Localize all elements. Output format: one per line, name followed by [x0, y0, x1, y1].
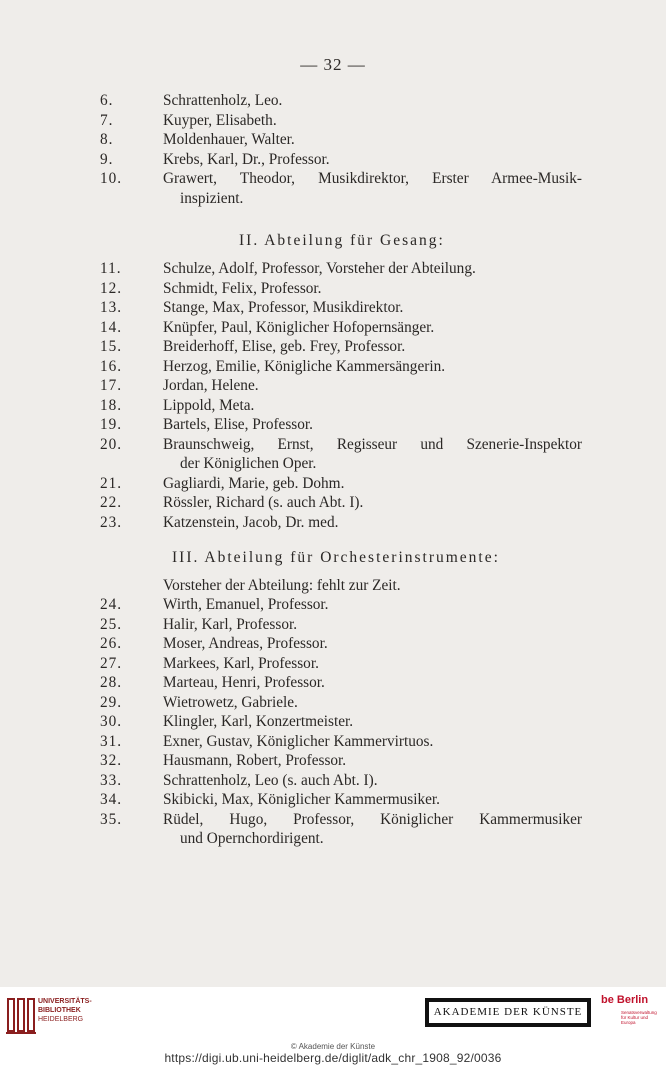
berlin-logo-text: be Berlin — [601, 994, 649, 1006]
entry-number: 33. — [100, 771, 123, 789]
entry-number: 31. — [100, 732, 123, 750]
entry-number: 10. — [100, 170, 123, 187]
page-number: — 32 — — [300, 55, 366, 74]
list-item — [0, 771, 666, 791]
section-heading-orchester: III. Abteilung für Orchesterinstrumente: — [172, 549, 500, 566]
entry-number: 27. — [100, 654, 123, 672]
berlin-sub-line-2: für Kultur und Europa — [621, 1015, 649, 1025]
entry-number: 35. — [100, 810, 123, 828]
entry-text: Gagliardi, Marie, geb. Dohm. — [163, 474, 345, 492]
list-item — [0, 751, 666, 771]
entry-number: 7. — [100, 111, 114, 129]
list-item — [0, 357, 666, 377]
entry-number: 28. — [100, 674, 123, 691]
copyright-notice: © Akademie der Künste — [290, 1042, 376, 1051]
list-item — [0, 615, 666, 635]
list-item — [0, 693, 666, 713]
entry-text: Exner, Gustav, Königlicher Kammervirtuos. — [163, 732, 434, 750]
entry-text: Marteau, Henri, Professor. — [163, 674, 325, 691]
section-intro — [0, 576, 666, 596]
list-item — [0, 318, 666, 338]
akademie-logo-label: AKADEMIE DER KÜNSTE — [428, 1001, 588, 1024]
logo-line-3: HEIDELBERG — [38, 1016, 84, 1023]
entry-number: 32. — [100, 752, 123, 769]
list-item — [0, 513, 666, 533]
list-item-continuation — [0, 189, 666, 209]
entry-text: Skibicki, Max, Königlicher Kammermusiker. — [163, 791, 440, 808]
entry-number: 9. — [100, 150, 114, 168]
entry-number: 29. — [100, 693, 123, 711]
list-item — [0, 169, 666, 189]
entry-text: Schrattenholz, Leo (s. auch Abt. I). — [163, 771, 378, 789]
list-item — [0, 91, 666, 111]
entry-number: 16. — [100, 357, 123, 375]
list-item — [0, 298, 666, 318]
entry-text: Moldenhauer, Walter. — [163, 131, 295, 148]
list-item — [0, 415, 666, 435]
list-item — [0, 435, 666, 455]
entry-text: Breiderhoff, Elise, geb. Frey, Professor. — [163, 338, 406, 355]
entry-text: Stange, Max, Professor, Musikdirektor. — [163, 299, 404, 316]
section-heading-gesang: II. Abteilung für Gesang: — [239, 232, 445, 249]
entry-number: 11. — [100, 260, 122, 277]
list-item — [0, 732, 666, 752]
list-item-continuation — [0, 454, 666, 474]
entry-number: 14. — [100, 318, 123, 336]
entry-continuation: inspizient. — [180, 189, 244, 207]
entry-text: Schulze, Adolf, Professor, Vorsteher der Abteilung. — [163, 260, 476, 277]
entry-text: Wirth, Emanuel, Professor. — [163, 596, 329, 613]
entry-text: Bartels, Elise, Professor. — [163, 416, 313, 433]
entry-text: Katzenstein, Jacob, Dr. med. — [163, 513, 339, 531]
entry-text: Braunschweig, Ernst, Regisseur und Szenerie-Inspektor — [163, 435, 582, 453]
list-item — [0, 396, 666, 416]
list-item — [0, 150, 666, 170]
section-intro-text: Vorsteher der Abteilung: fehlt zur Zeit. — [163, 577, 401, 594]
entry-number: 23. — [100, 513, 123, 531]
entry-number: 13. — [100, 299, 123, 316]
entry-text: Wietrowetz, Gabriele. — [163, 693, 298, 711]
entry-number: 15. — [100, 338, 123, 355]
entry-number: 25. — [100, 615, 123, 633]
list-item — [0, 474, 666, 494]
list-item — [0, 279, 666, 299]
list-item — [0, 259, 666, 279]
entry-text: Klingler, Karl, Konzertmeister. — [163, 713, 354, 730]
berlin-senate-logo[interactable] — [601, 994, 659, 1030]
logo-line-2: BIBLIOTHEK — [38, 1007, 81, 1014]
entry-number: 34. — [100, 791, 123, 808]
entry-number: 12. — [100, 279, 123, 297]
entry-number: 6. — [100, 92, 114, 109]
entry-text: Rüdel, Hugo, Professor, Königlicher Kammermusiker — [163, 810, 582, 828]
entry-number: 18. — [100, 396, 123, 414]
entry-number: 22. — [100, 494, 123, 511]
list-item — [0, 493, 666, 513]
list-item — [0, 111, 666, 131]
list-item — [0, 790, 666, 810]
list-item — [0, 673, 666, 693]
entry-text: Rössler, Richard (s. auch Abt. I). — [163, 494, 364, 511]
entry-text: Jordan, Helene. — [163, 377, 259, 394]
list-item-continuation — [0, 829, 666, 849]
entry-text: Hausmann, Robert, Professor. — [163, 752, 347, 769]
entry-text: Schrattenholz, Leo. — [163, 92, 283, 109]
entry-text: Moser, Andreas, Professor. — [163, 635, 328, 652]
list-item — [0, 376, 666, 396]
entry-number: 20. — [100, 435, 123, 453]
list-item — [0, 810, 666, 830]
entry-text: Kuyper, Elisabeth. — [163, 111, 277, 129]
entry-number: 26. — [100, 635, 123, 652]
entry-text: Herzog, Emilie, Königliche Kammersängerin. — [163, 357, 446, 375]
entry-number: 30. — [100, 713, 123, 730]
list-item — [0, 654, 666, 674]
entry-number: 24. — [100, 596, 123, 613]
entry-text: Grawert, Theodor, Musikdirektor, Erster Armee-Musik- — [163, 170, 582, 187]
list-item — [0, 634, 666, 654]
list-item — [0, 337, 666, 357]
viewer-footer — [0, 987, 666, 1069]
list-item — [0, 712, 666, 732]
heidelberg-seal-icon — [6, 995, 36, 1035]
entry-number: 21. — [100, 474, 123, 492]
list-item — [0, 595, 666, 615]
entry-number: 17. — [100, 377, 123, 394]
berlin-sub-line-1: Senatsverwaltung — [621, 1010, 657, 1015]
entry-text: Halir, Karl, Professor. — [163, 615, 298, 633]
university-library-logo[interactable] — [38, 997, 92, 1024]
entry-text: Knüpfer, Paul, Königlicher Hofopernsänger. — [163, 318, 435, 336]
berlin-logo-subtext — [601, 1010, 659, 1025]
entry-number: 8. — [100, 131, 114, 148]
logo-line-1: UNIVERSITÄTS- — [38, 998, 92, 1005]
entry-number: 19. — [100, 416, 123, 433]
entry-text: Schmidt, Felix, Professor. — [163, 279, 322, 297]
permalink-url[interactable]: https://digi.ub.uni-heidelberg.de/diglit/adk_chr_1908_92/0036 — [164, 1051, 502, 1065]
akademie-logo[interactable] — [425, 998, 591, 1027]
list-item — [0, 130, 666, 150]
entry-continuation: und Opernchordirigent. — [180, 830, 324, 847]
entry-text: Lippold, Meta. — [163, 396, 255, 414]
entry-text: Krebs, Karl, Dr., Professor. — [163, 150, 330, 168]
entry-text: Markees, Karl, Professor. — [163, 654, 319, 672]
entry-continuation: der Königlichen Oper. — [180, 455, 317, 472]
